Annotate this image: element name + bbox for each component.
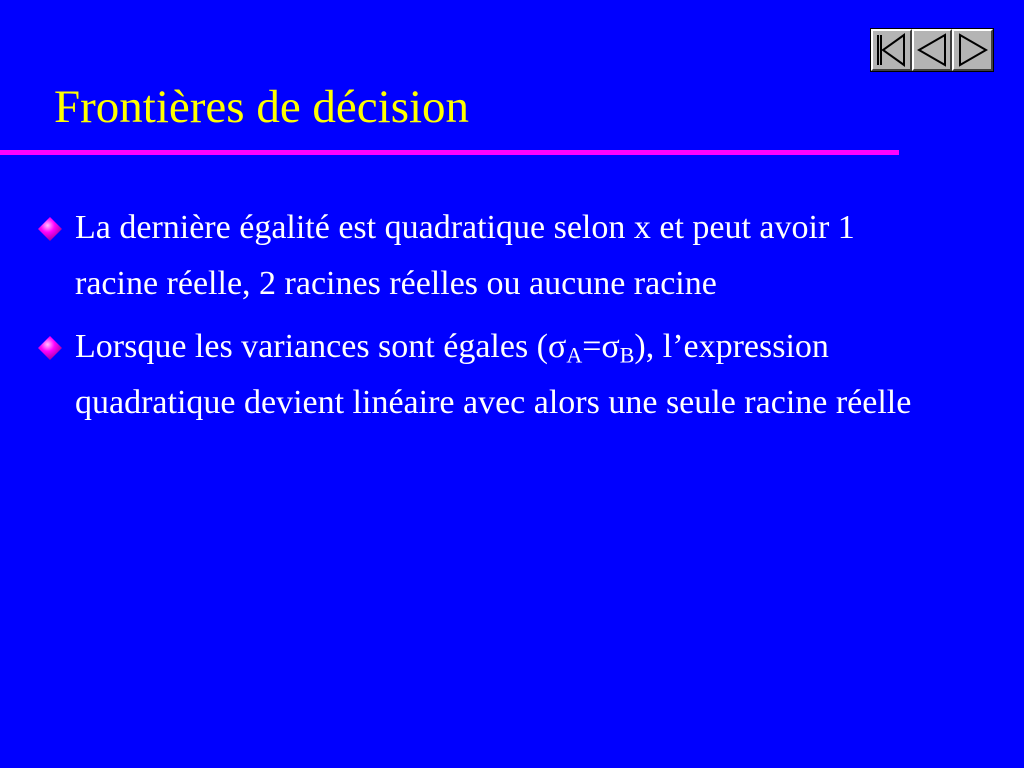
bullet-item <box>0 319 935 431</box>
bullet-text <box>75 328 911 421</box>
bullet-text-after: ), l’expression quadratique devient linéaire avec alors une seule racine réelle <box>75 328 912 421</box>
triangle-left-icon <box>915 32 949 68</box>
equals-sign: = <box>582 328 602 365</box>
slide-navigation <box>870 28 994 72</box>
bullet-text: La dernière égalité est quadratique selon x et peut avoir 1 racine réelle, 2 racines réelles ou aucune racine <box>75 209 855 302</box>
next-slide-button[interactable] <box>952 29 993 71</box>
bullet-list <box>0 200 935 438</box>
bullet-item <box>0 200 935 312</box>
triangle-right-icon <box>956 32 990 68</box>
sigma-symbol: σ <box>548 328 567 365</box>
diamond-bullet-icon <box>37 335 63 361</box>
title-divider <box>0 150 899 155</box>
first-slide-button[interactable] <box>871 29 912 71</box>
bullet-text-before: Lorsque les variances sont égales ( <box>75 328 548 365</box>
skip-to-start-icon <box>874 32 908 68</box>
subscript-b: B <box>619 342 635 368</box>
previous-slide-button[interactable] <box>912 29 953 71</box>
slide-title: Frontières de décision <box>54 81 470 133</box>
subscript-a: A <box>566 342 583 368</box>
diamond-bullet-icon <box>37 216 63 242</box>
sigma-symbol: σ <box>601 328 620 365</box>
